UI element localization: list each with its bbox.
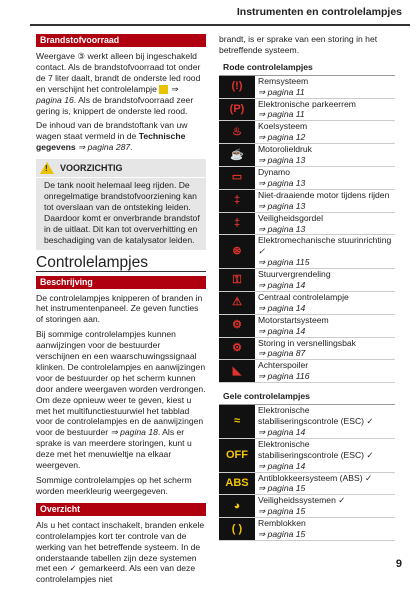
overview-heading: Overzicht — [36, 503, 206, 516]
brake-icon — [219, 76, 255, 98]
right-column — [219, 34, 395, 541]
yellow-row-label: Veiligheidssystemen ✓ — [258, 495, 346, 506]
oil-can-icon-glyph: ☕ — [230, 148, 244, 161]
fuel-paragraph-1: Weergave ③ werkt alleen bij ingeschakeld contact. Als de brandstofvoorraad tot onder de 7 liter daalt, brandt de onderste led rood en verschijnt het controlelampje ⇒ pagina 16. Als de brandstofvoorraad zeer gering is, knippert de onderste led rood. — [36, 51, 201, 116]
spoiler-icon — [219, 360, 255, 382]
red-row — [219, 235, 395, 269]
red-row-label: Stuurvergrendeling — [258, 269, 331, 280]
running-header — [0, 6, 416, 26]
fuel-section-heading: Brandstofvoorraad — [36, 34, 206, 47]
warning-triangle-icon-glyph: ⚠ — [232, 296, 242, 309]
esc-off-icon — [219, 439, 255, 472]
red-row-label: Elektromechanische stuurinrichting — [258, 235, 392, 246]
yellow-row-label: Remblokken — [258, 518, 306, 529]
red-row-xref[interactable]: ⇒ pagina 13 — [258, 223, 306, 234]
description-paragraph-1: De controlelampjes knipperen of branden in het instrumentenpaneel. Ze geven functies of storingen aan. — [36, 292, 203, 325]
coolant-temperature-icon — [219, 121, 255, 143]
yellow-lamps-table — [219, 405, 395, 541]
battery-icon-glyph: ▭ — [231, 171, 243, 184]
esc-icon-glyph: ≈ — [233, 415, 241, 427]
fuel-paragraph-2: De inhoud van de brandstoftank van uw wagen staat vermeld in de Technische gegevens ⇒ pagina 287. — [36, 120, 188, 153]
yellow-row-xref[interactable]: ⇒ pagina 15 — [258, 483, 306, 494]
yellow-row-xref[interactable]: ⇒ pagina 14 — [258, 460, 306, 471]
red-row — [219, 121, 395, 144]
airbag-icon — [219, 495, 255, 517]
red-row-xref[interactable]: ⇒ pagina 87 — [258, 348, 306, 359]
red-row-label: Motorolieldruk — [258, 144, 312, 155]
red-row — [219, 338, 395, 361]
side-code — [4, 500, 16, 570]
steering-lock-icon-glyph: ⚿ — [232, 273, 242, 286]
red-row-label: Koelsysteem — [258, 121, 308, 132]
warning-triangle-icon: ! — [40, 162, 54, 174]
red-row-text — [255, 190, 395, 212]
red-row-label: Veiligheidsgordel — [258, 212, 323, 223]
description-heading: Beschrijving — [36, 276, 206, 289]
red-row-xref[interactable]: ⇒ pagina 11 — [258, 109, 305, 120]
airbag-icon-glyph: ◕ — [233, 499, 241, 512]
red-row-xref[interactable]: ⇒ pagina 13 — [258, 177, 306, 188]
yellow-row — [219, 405, 395, 439]
abs-icon-glyph: ABS — [225, 476, 249, 489]
yellow-row-text — [255, 495, 395, 517]
seatbelt-icon — [219, 190, 255, 212]
description-paragraph-3: Sommige controlelampjes op het scherm worden meerkleurig weergegeven. — [36, 475, 192, 496]
engine-start-icon — [219, 315, 255, 337]
parking-brake-icon-glyph: (P) — [229, 102, 245, 115]
red-row-text — [255, 338, 395, 360]
red-row — [219, 292, 395, 315]
red-lamps-heading: Rode controlelampjes — [219, 60, 395, 76]
caution-text: De tank nooit helemaal leeg rijden. De onregelmatige brandstofvoorziening kan tot overslaan van de ontsteking leiden. Daardoor komt er onverbrande brandstof in de uitlaat. Dit kan tot oververhitting en beschadiging van de katalysator leiden. — [44, 180, 200, 245]
red-row-label: Storing in versnellingsbak — [258, 337, 356, 348]
gear-icon — [219, 338, 255, 360]
red-row-xref[interactable]: ⇒ pagina 11 — [258, 86, 305, 97]
header-rule — [30, 24, 410, 26]
red-row-label: Centraal controlelampje — [258, 291, 349, 302]
yellow-row — [219, 473, 395, 496]
red-row — [219, 167, 395, 190]
steering-lock-icon — [219, 269, 255, 291]
red-row-text — [255, 167, 395, 189]
red-row-text — [255, 360, 395, 382]
yellow-row-text — [255, 473, 395, 495]
red-row — [219, 144, 395, 167]
yellow-row-text — [255, 439, 395, 472]
red-row — [219, 76, 395, 99]
seatbelt-icon-glyph: ‡ — [233, 194, 241, 207]
page-number: 9 — [395, 558, 402, 570]
red-row-xref[interactable]: ⇒ pagina 116 — [258, 371, 310, 382]
red-row-label: Dynamo — [258, 166, 290, 177]
tech-data-xref[interactable]: ⇒ pagina 287 — [78, 142, 131, 153]
brake-pad-icon — [219, 518, 255, 540]
red-row-text — [255, 292, 395, 314]
red-row-xref[interactable]: ✓ ⇒ pagina 115 — [258, 246, 310, 268]
red-row-xref[interactable]: ⇒ pagina 13 — [258, 200, 306, 211]
red-row-xref[interactable]: ⇒ pagina 12 — [258, 132, 306, 143]
yellow-row-xref[interactable]: ⇒ pagina 15 — [258, 529, 306, 540]
caution-title: VOORZICHTIG — [60, 162, 123, 173]
red-row-xref[interactable]: ⇒ pagina 14 — [258, 280, 306, 291]
yellow-row-text — [255, 405, 395, 438]
red-row-text — [255, 235, 395, 268]
description-paragraph-2: Bij sommige controlelampjes kunnen aanwijzingen voor de bestuurder verschijnen en een waarschuwingssignaal klinken. De controlelampjes en aanwijzingen voor de bestuurder op het scherm kunnen door andere weergaven worden verdrongen. Om deze opnieuw weer te geven, kiest u met het multifunctiestuurwiel het tabblad voor de controlelampjes en de aanwijzingen voor de bestuurder ⇒ pagina 18. Als er sprake is van meerdere storingen, kunt u deze met het menuwieltje na elkaar weergeven. — [36, 329, 206, 471]
driver-info-xref[interactable]: ⇒ pagina 18 — [110, 427, 158, 438]
red-row-label: Achterspoiler — [258, 360, 309, 371]
red-row-label: Motorstartsysteem — [258, 314, 329, 325]
seatbelt-icon-glyph: ‡ — [233, 217, 241, 230]
red-row — [219, 315, 395, 338]
section-title: Controlelampjes — [36, 258, 206, 272]
engine-start-icon-glyph: ⚙ — [232, 319, 242, 332]
left-column — [36, 34, 206, 585]
parking-brake-icon — [219, 99, 255, 121]
red-row-text — [255, 144, 395, 166]
steering-wheel-icon — [219, 235, 255, 268]
red-row-text — [255, 76, 395, 98]
yellow-row — [219, 518, 395, 541]
gear-icon-glyph: ⚙ — [232, 342, 242, 355]
red-row-text — [255, 99, 395, 121]
red-row-text — [255, 269, 395, 291]
yellow-row-xref[interactable]: ⇒ pagina 14 — [258, 426, 306, 437]
red-row-text — [255, 213, 395, 235]
running-header-title: Instrumenten en controlelampjes — [231, 6, 402, 18]
red-row — [219, 360, 395, 383]
yellow-row — [219, 439, 395, 473]
red-row — [219, 213, 395, 236]
coolant-temperature-icon-glyph: ♨ — [232, 125, 242, 138]
fuel-xref[interactable]: ⇒ pagina 16 — [36, 83, 178, 105]
yellow-lamps-heading: Gele controlelampjes — [219, 389, 395, 405]
esc-off-icon-glyph: OFF — [226, 448, 248, 461]
abs-icon — [219, 473, 255, 495]
red-lamps-table — [219, 76, 395, 383]
battery-icon — [219, 167, 255, 189]
red-row — [219, 190, 395, 213]
red-row-text — [255, 315, 395, 337]
red-row-label: Elektronische parkeerrem — [258, 98, 356, 109]
warning-triangle-icon — [219, 292, 255, 314]
yellow-row-xref[interactable]: ⇒ pagina 15 — [258, 506, 306, 517]
red-row-xref[interactable]: ⇒ pagina 14 — [258, 325, 306, 336]
brake-pad-icon-glyph: ( ) — [231, 522, 243, 535]
yellow-row-text — [255, 518, 395, 540]
fuel-pump-icon — [159, 85, 168, 94]
red-row-xref[interactable]: ⇒ pagina 14 — [258, 302, 306, 313]
caution-header — [36, 159, 206, 178]
yellow-row-label: Antiblokkeersysteem (ABS) ✓ — [258, 472, 373, 483]
spoiler-icon-glyph: ◣ — [232, 364, 242, 377]
caution-box — [36, 159, 206, 249]
red-row-label: Remsysteem — [258, 75, 309, 86]
red-row — [219, 99, 395, 122]
overview-paragraph: Als u het contact inschakelt, branden enkele controlelampjes kort ter controle van de werking van het betreffende systeem. In de onderstaande tabellen zijn deze systemen met een ✓ gemarkeerd. Als een van deze controlelampjes niet — [36, 519, 205, 585]
oil-can-icon — [219, 144, 255, 166]
steering-wheel-icon-glyph: ⊛ — [232, 245, 242, 258]
red-row-label: Niet-draaiende motor tijdens rijden — [258, 189, 390, 200]
red-row-text — [255, 121, 395, 143]
yellow-row-label: Elektronische stabiliseringscontrole (ESC) ✓ — [258, 438, 374, 460]
yellow-row-label: Elektronische stabiliseringscontrole (ESC) ✓ — [258, 405, 374, 426]
brake-icon-glyph: (!) — [231, 80, 243, 93]
red-row-xref[interactable]: ⇒ pagina 13 — [258, 155, 306, 166]
esc-icon — [219, 405, 255, 438]
seatbelt-icon — [219, 213, 255, 235]
intro-text: brandt, is er sprake van een storing in het betreffende systeem. — [219, 34, 378, 55]
yellow-row — [219, 495, 395, 518]
red-row — [219, 269, 395, 292]
